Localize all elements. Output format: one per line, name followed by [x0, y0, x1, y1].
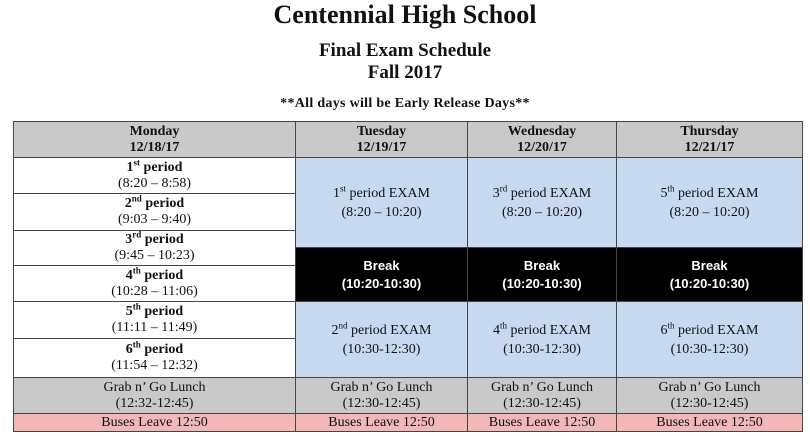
tuesday-buses: Buses Leave 12:50 — [295, 413, 468, 432]
exam-time: (10:30-12:30) — [503, 341, 581, 357]
break-label: Break — [691, 257, 728, 273]
day-date: 12/21/17 — [684, 139, 735, 155]
period-name: 2nd period — [124, 193, 185, 211]
monday-period-6 — [13, 338, 296, 378]
lunch-time: (12:30-12:45) — [342, 395, 421, 411]
break-time: (10:20-10:30) — [502, 275, 582, 291]
day-date: 12/19/17 — [356, 139, 407, 155]
exam-label: 5th period EXAM — [660, 182, 759, 201]
monday-period-5 — [13, 301, 296, 339]
exam-label: 6th period EXAM — [660, 319, 759, 338]
period-time: (8:20 – 8:58) — [117, 175, 192, 191]
thursday-buses: Buses Leave 12:50 — [616, 413, 803, 432]
break-time: (10:20-10:30) — [341, 275, 422, 291]
lunch-time: (12:32-12:45) — [115, 395, 194, 411]
period-name: 4th period — [125, 264, 184, 283]
period-name: 3rd period — [125, 229, 184, 247]
lunch-label: Grab n’ Go Lunch — [330, 379, 433, 395]
exam-time: (8:20 – 10:20) — [669, 204, 750, 220]
period-time: (11:11 – 11:49) — [111, 320, 198, 335]
lunch-time: (12:30-12:45) — [670, 395, 749, 411]
monday-lunch — [13, 377, 296, 414]
header-thursday — [616, 121, 803, 158]
period-name: 6th period — [125, 339, 184, 357]
tuesday-lunch — [295, 377, 468, 414]
day-date: 12/20/17 — [517, 139, 567, 155]
monday-period-3 — [13, 230, 296, 266]
monday-buses: Buses Leave 12:50 — [13, 413, 296, 432]
thursday-lunch — [616, 377, 803, 414]
monday-period-4 — [13, 265, 296, 302]
wednesday-exam-2 — [467, 301, 617, 378]
tuesday-exam-1 — [295, 157, 468, 248]
header-monday — [13, 121, 296, 158]
period-time: (10:28 – 11:06) — [111, 283, 198, 299]
exam-label: 2nd period EXAM — [331, 319, 432, 338]
break-label: Break — [363, 257, 400, 273]
exam-label: 3rd period EXAM — [492, 182, 592, 201]
header-wednesday — [467, 121, 617, 158]
thursday-exam-1 — [616, 157, 803, 248]
period-name: 5th period — [125, 301, 184, 319]
lunch-time: (12:30-12:45) — [503, 395, 581, 411]
period-time: (11:54 – 12:32) — [111, 358, 198, 373]
schedule-title: Final Exam Schedule — [318, 40, 492, 61]
lunch-label: Grab n’ Go Lunch — [491, 379, 593, 395]
period-name: 1st period — [126, 156, 183, 175]
wednesday-exam-1 — [467, 157, 617, 248]
day-name: Wednesday — [507, 123, 577, 139]
term-title: Fall 2017 — [367, 62, 443, 83]
monday-period-1 — [13, 157, 296, 194]
day-name: Monday — [129, 123, 180, 139]
period-time: (9:03 – 9:40) — [117, 212, 192, 227]
exam-time: (8:20 – 10:20) — [501, 204, 583, 220]
header-tuesday — [295, 121, 468, 158]
break-time: (10:20-10:30) — [669, 275, 750, 291]
wednesday-break — [467, 247, 617, 302]
exam-time: (10:30-12:30) — [342, 341, 421, 357]
exam-label: 4th period EXAM — [492, 319, 591, 338]
lunch-label: Grab n’ Go Lunch — [103, 379, 206, 395]
early-release-note: **All days will be Early Release Days** — [280, 96, 530, 111]
school-title: Centennial High School — [273, 0, 537, 29]
day-date: 12/18/17 — [129, 139, 180, 155]
thursday-exam-2 — [616, 301, 803, 378]
wednesday-buses: Buses Leave 12:50 — [467, 413, 617, 432]
monday-period-2 — [13, 193, 296, 231]
tuesday-break — [295, 247, 468, 302]
period-time: (9:45 – 10:23) — [114, 248, 195, 263]
day-name: Tuesday — [356, 123, 407, 139]
wednesday-lunch — [467, 377, 617, 414]
break-label: Break — [523, 257, 561, 273]
tuesday-exam-2 — [295, 301, 468, 378]
lunch-label: Grab n’ Go Lunch — [658, 379, 761, 395]
thursday-break — [616, 247, 803, 302]
exam-time: (8:20 – 10:20) — [341, 204, 422, 220]
day-name: Thursday — [680, 123, 739, 139]
exam-label: 1st period EXAM — [332, 182, 430, 201]
exam-time: (10:30-12:30) — [670, 341, 749, 357]
